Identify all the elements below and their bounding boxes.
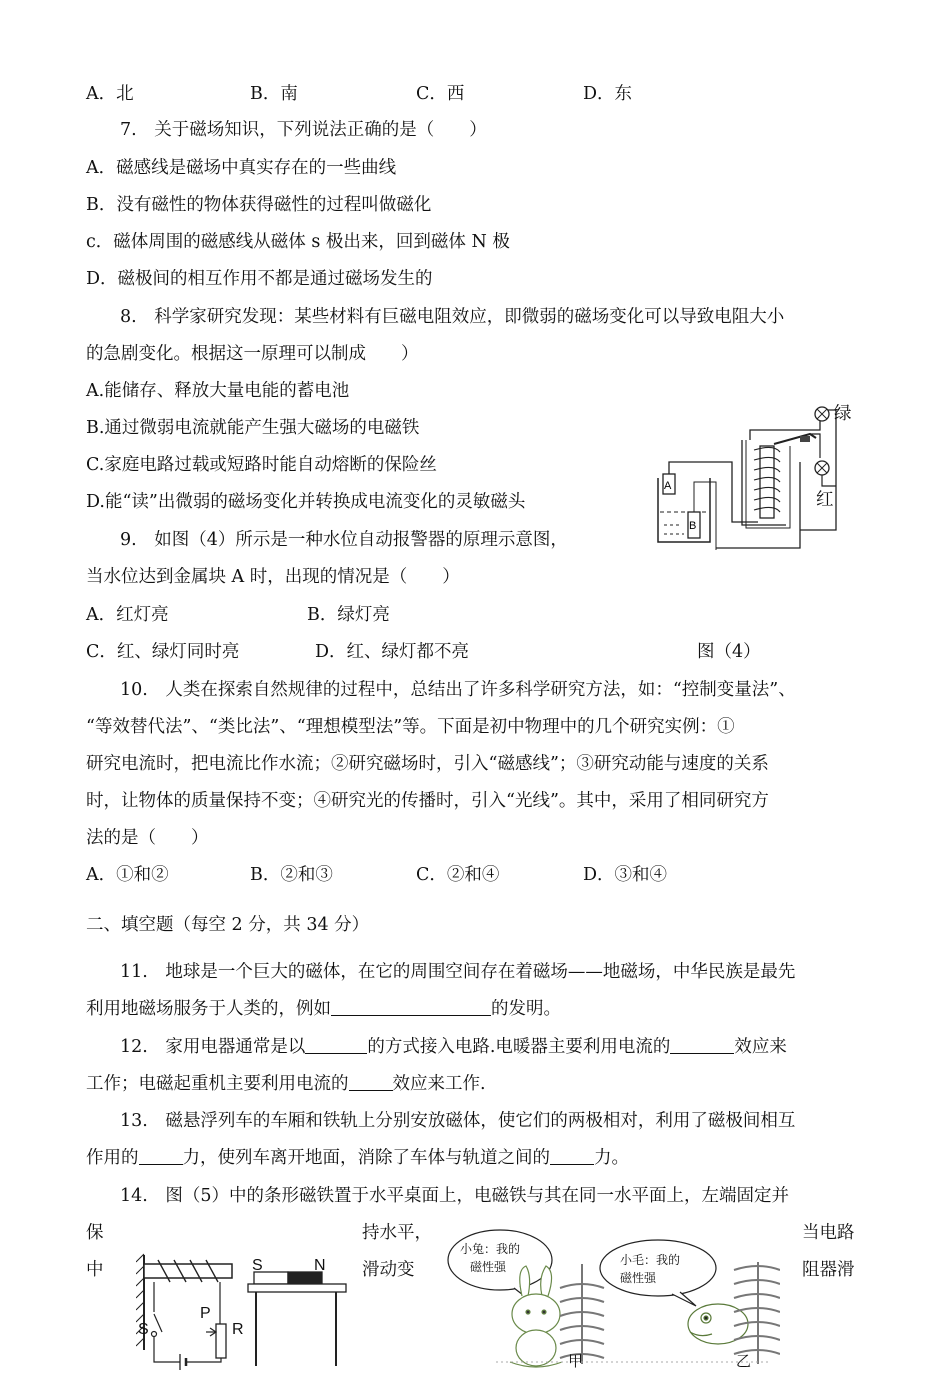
q6-option-c: C．西 bbox=[416, 84, 465, 104]
label-s-pole: S bbox=[252, 1257, 263, 1274]
q8-option-c: C.家庭电路过载或短路时能自动熔断的保险丝 bbox=[86, 455, 437, 475]
q14-row3-left: 中 bbox=[86, 1260, 104, 1280]
q13-part1: 作用的 bbox=[86, 1148, 139, 1168]
table-top bbox=[248, 1284, 346, 1292]
label-r: R bbox=[232, 1321, 244, 1338]
bubble-right-line2: 磁性强 bbox=[620, 1271, 657, 1285]
q14-row2-left: 保 bbox=[86, 1223, 104, 1243]
q8-stem-line2: 的急剧变化。根据这一原理可以制成 ） bbox=[86, 344, 419, 364]
q12-part3: 效应来 bbox=[734, 1037, 787, 1057]
q13-line2 bbox=[86, 1146, 629, 1170]
q11-line2-post: 的发明。 bbox=[491, 999, 561, 1019]
label-green: 绿 bbox=[834, 404, 852, 424]
q12-line1 bbox=[120, 1035, 787, 1059]
label-jia: 甲 bbox=[568, 1352, 584, 1370]
label-yi: 乙 bbox=[736, 1352, 752, 1370]
label-s-switch: S bbox=[138, 1321, 149, 1338]
q10-line1: 10. 人类在探索自然规律的过程中，总结出了许多科学研究方法，如：“控制变量法”、 bbox=[120, 680, 796, 700]
q10-option-d: D．③和④ bbox=[583, 865, 668, 885]
figure-4-caption: 图（4） bbox=[697, 642, 761, 662]
q11-line2-pre: 利用地磁场服务于人类的，例如 bbox=[86, 999, 331, 1019]
q6-option-d: D．东 bbox=[583, 84, 633, 104]
q10-line2: “等效替代法”、“类比法”、“理想模型法”等。下面是初中物理中的几个研究实例：① bbox=[86, 717, 735, 737]
q6-option-b: B．南 bbox=[250, 84, 298, 104]
q12-blank-2[interactable] bbox=[670, 1035, 734, 1054]
q7-stem: 7. 关于磁场知识，下列说法正确的是（ ） bbox=[120, 120, 487, 140]
electromagnet-core bbox=[144, 1264, 232, 1278]
q7-option-b: B．没有磁性的物体获得磁性的过程叫做磁化 bbox=[86, 195, 432, 215]
q12-line2-post: 效应来工作. bbox=[392, 1074, 486, 1094]
q13-blank-2[interactable] bbox=[550, 1146, 594, 1165]
bubble-right-line1: 小毛：我的 bbox=[620, 1253, 681, 1267]
label-p: P bbox=[200, 1305, 211, 1322]
q11-line1: 11. 地球是一个巨大的磁体，在它的周围空间存在着磁场——地磁场，中华民族是最先 bbox=[120, 962, 796, 982]
q10-option-a: A．①和② bbox=[86, 865, 169, 885]
q12-blank-1[interactable] bbox=[305, 1035, 367, 1054]
q12-blank-3[interactable] bbox=[349, 1072, 393, 1091]
coil-jia bbox=[560, 1264, 604, 1364]
label-red: 红 bbox=[816, 490, 834, 510]
q10-option-b: B．②和③ bbox=[250, 865, 333, 885]
q6-option-a: A．北 bbox=[86, 84, 134, 104]
q10-line4: 时，让物体的质量保持不变；④研究光的传播时，引入“光线”。其中，采用了相同研究方 bbox=[86, 791, 769, 811]
bubble-left-line1: 小兔：我的 bbox=[460, 1242, 521, 1256]
q8-option-b: B.通过微弱电流就能产生强大磁场的电磁铁 bbox=[86, 418, 420, 438]
q11-blank[interactable] bbox=[331, 997, 491, 1016]
q9-option-a: A．红灯亮 bbox=[86, 605, 169, 625]
q10-option-c: C．②和④ bbox=[416, 865, 500, 885]
q7-option-a: A．磁感线是磁场中真实存在的一些曲线 bbox=[86, 158, 397, 178]
q7-option-d: D．磁极间的相互作用不都是通过磁场发生的 bbox=[86, 269, 433, 289]
q9-stem-line2: 当水位达到金属块 A 时，出现的情况是（ ） bbox=[86, 567, 460, 587]
q14-row3-right: 阻器滑 bbox=[802, 1260, 855, 1280]
q14-row2-right: 当电路 bbox=[802, 1223, 855, 1243]
q10-line3: 研究电流时，把电流比作水流；②研究磁场时，引入“磁感线”；③研究动能与速度的关系 bbox=[86, 754, 769, 774]
q9-stem-line1: 9. 如图（4）所示是一种水位自动报警器的原理示意图， bbox=[120, 530, 568, 550]
q7-option-c: c．磁体周围的磁感线从磁体 s 极出来，回到磁体 N 极 bbox=[86, 232, 510, 252]
q11-line2 bbox=[86, 997, 561, 1021]
q9-option-c: C．红、绿灯同时亮 bbox=[86, 642, 240, 662]
q9-option-d: D．红、绿灯都不亮 bbox=[315, 642, 470, 662]
q13-part3: 力。 bbox=[594, 1148, 629, 1168]
q12-part2: 的方式接入电路.电暖器主要利用电流的 bbox=[367, 1037, 671, 1057]
q14-row2-mid: 持水平， bbox=[362, 1223, 432, 1243]
section-2-heading: 二、填空题（每空 2 分，共 34 分） bbox=[86, 915, 370, 935]
q14-row3-mid: 滑动变 bbox=[362, 1260, 415, 1280]
q12-line2 bbox=[86, 1072, 486, 1096]
rheostat bbox=[216, 1324, 226, 1358]
q8-option-d: D.能“读”出微弱的磁场变化并转换成电流变化的灵敏磁头 bbox=[86, 492, 526, 512]
bubble-left-line2: 磁性强 bbox=[470, 1260, 507, 1274]
q13-part2: 力，使列车离开地面，消除了车体与轨道之间的 bbox=[182, 1148, 550, 1168]
q10-line5: 法的是（ ） bbox=[86, 828, 209, 848]
label-n-pole: N bbox=[314, 1257, 326, 1274]
q8-stem-line1: 8. 科学家研究发现：某些材料有巨磁电阻效应，即微弱的磁场变化可以导致电阻大小 bbox=[120, 307, 785, 327]
label-b: B bbox=[689, 520, 697, 532]
label-a: A bbox=[664, 480, 672, 492]
q13-line1: 13. 磁悬浮列车的车厢和铁轨上分别安放磁体，使它们的两极相对，利用了磁极间相互 bbox=[120, 1111, 796, 1131]
q14-line1: 14. 图（5）中的条形磁铁置于水平桌面上，电磁铁与其在同一水平面上，左端固定并 bbox=[120, 1186, 789, 1206]
q13-blank-1[interactable] bbox=[139, 1146, 183, 1165]
q8-option-a: A.能储存、释放大量电能的蓄电池 bbox=[86, 381, 350, 401]
figure-4-water-alarm bbox=[650, 400, 850, 550]
speech-bubble-right bbox=[600, 1240, 716, 1296]
q12-line2-pre: 工作；电磁起重机主要利用电流的 bbox=[86, 1074, 349, 1094]
q12-part1: 12. 家用电器通常是以 bbox=[120, 1037, 306, 1057]
q9-option-b: B．绿灯亮 bbox=[307, 605, 390, 625]
